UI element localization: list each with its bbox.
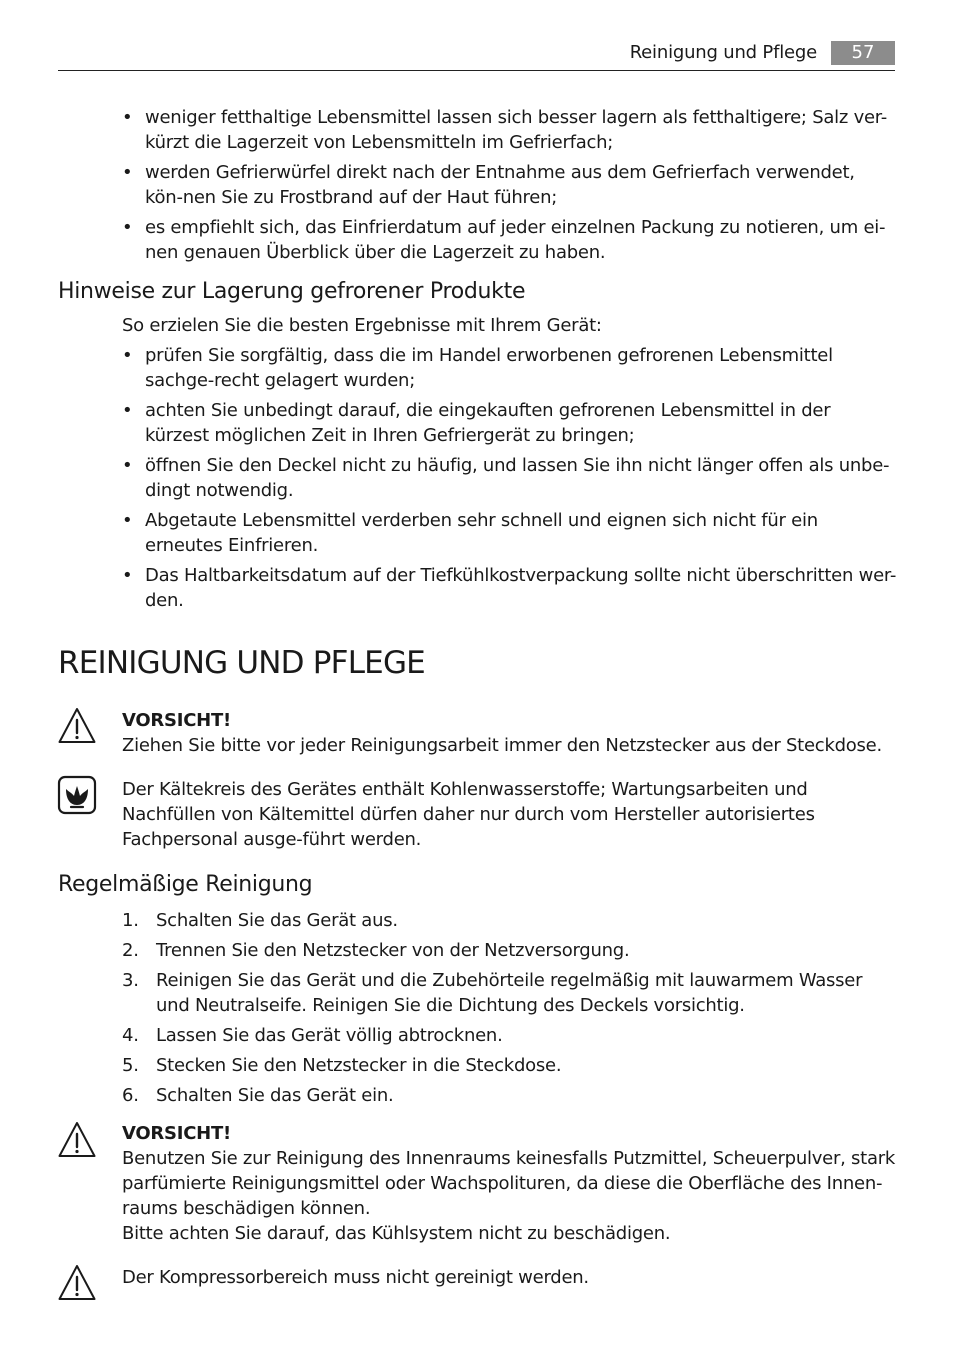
warning-triangle-icon	[57, 706, 97, 746]
warning-triangle-icon	[57, 1263, 97, 1303]
step-number: 2.	[122, 940, 139, 961]
caution-text: Ziehen Sie bitte vor jeder Reinigungsarbeit immer den Netzstecker aus der Steckdose.	[122, 735, 882, 756]
list-item: • Abgetaute Lebensmittel verderben sehr schnell und eignen sich nicht für ein erneutes Einfrieren.	[122, 508, 897, 558]
step-number: 3.	[122, 970, 139, 991]
step-text: Reinigen Sie das Gerät und die Zubehörteile regelmäßig mit lauwarmem Wasser und Neutralseife. Reinigen Sie die Dichtung des Deckels vorsichtig.	[156, 970, 863, 1016]
regular-cleaning-heading: Regelmäßige Reinigung	[58, 872, 313, 897]
running-header-title: Reinigung und Pflege	[629, 42, 817, 63]
list-item: • weniger fetthaltige Lebensmittel lassen sich besser lagern als fetthaltigere; Salz ver-kürzt die Lagerzeit von Lebensmitteln im Gefrierfach;	[122, 105, 897, 155]
step-number: 5.	[122, 1055, 139, 1076]
storage-intro: So erzielen Sie die besten Ergebnisse mit Ihrem Gerät:	[122, 315, 602, 336]
page-number-badge: 57	[831, 41, 895, 65]
list-item	[122, 1023, 897, 1048]
caution-label: VORSICHT!	[122, 710, 231, 731]
step-number: 6.	[122, 1085, 139, 1106]
environment-note: Der Kältekreis des Gerätes enthält Kohlenwasserstoffe; Wartungsarbeiten und Nachfüllen von Kältemittel dürfen daher nur durch vom Hersteller autorisiertes Fachpersonal ausge-führt werden.	[122, 779, 815, 850]
list-item	[122, 938, 897, 963]
list-item: • achten Sie unbedingt darauf, die eingekauften gefrorenen Lebensmittel in der kürzest möglichen Zeit in Ihren Gefriergerät zu bringen;	[122, 398, 897, 448]
list-item	[122, 908, 897, 933]
step-text: Trennen Sie den Netzstecker von der Netzversorgung.	[156, 940, 630, 961]
caution-block-1	[122, 708, 897, 758]
caution-text-2: Bitte achten Sie darauf, das Kühlsystem nicht zu beschädigen.	[122, 1223, 671, 1244]
step-text: Schalten Sie das Gerät ein.	[156, 1085, 394, 1106]
list-item	[122, 1083, 897, 1108]
list-item: • öffnen Sie den Deckel nicht zu häufig, und lassen Sie ihn nicht länger offen als unbe-dingt notwendig.	[122, 453, 897, 503]
list-item: • prüfen Sie sorgfältig, dass die im Handel erworbenen gefrorenen Lebensmittel sachge-recht gelagert wurden;	[122, 343, 897, 393]
storage-bullet-list	[122, 343, 897, 613]
caution-block-2	[122, 1121, 897, 1246]
list-item	[122, 1053, 897, 1078]
cleaning-steps-list	[122, 908, 897, 1108]
step-text: Lassen Sie das Gerät völlig abtrocknen.	[156, 1025, 503, 1046]
list-item: • es empfiehlt sich, das Einfrierdatum auf jeder einzelnen Packung zu notieren, um ei-nen genauen Überblick über die Lagerzeit zu haben.	[122, 215, 897, 265]
list-item: • werden Gefrierwürfel direkt nach der Entnahme aus dem Gefrierfach verwendet, kön-nen Sie zu Frostbrand auf der Haut führen;	[122, 160, 897, 210]
header-divider	[58, 70, 895, 71]
list-item	[122, 968, 897, 1018]
step-number: 1.	[122, 910, 139, 931]
list-item: • Das Haltbarkeitsdatum auf der Tiefkühlkostverpackung sollte nicht überschritten wer-den.	[122, 563, 897, 613]
storage-section-heading: Hinweise zur Lagerung gefrorener Produkte	[58, 279, 526, 304]
caution-label: VORSICHT!	[122, 1123, 231, 1144]
intro-bullet-list	[122, 105, 897, 265]
step-number: 4.	[122, 1025, 139, 1046]
environment-icon	[57, 775, 97, 815]
step-text: Schalten Sie das Gerät aus.	[156, 910, 398, 931]
caution-block-3: Der Kompressorbereich muss nicht gereinigt werden.	[122, 1267, 589, 1288]
main-section-heading: REINIGUNG UND PFLEGE	[58, 645, 425, 681]
step-text: Stecken Sie den Netzstecker in die Steckdose.	[156, 1055, 562, 1076]
caution-text: Benutzen Sie zur Reinigung des Innenraums keinesfalls Putzmittel, Scheuerpulver, stark parfümierte Reinigungsmittel oder Wachspolituren, da diese die Oberfläche des Innen-raums beschädigen können.	[122, 1148, 896, 1219]
warning-triangle-icon	[57, 1120, 97, 1160]
